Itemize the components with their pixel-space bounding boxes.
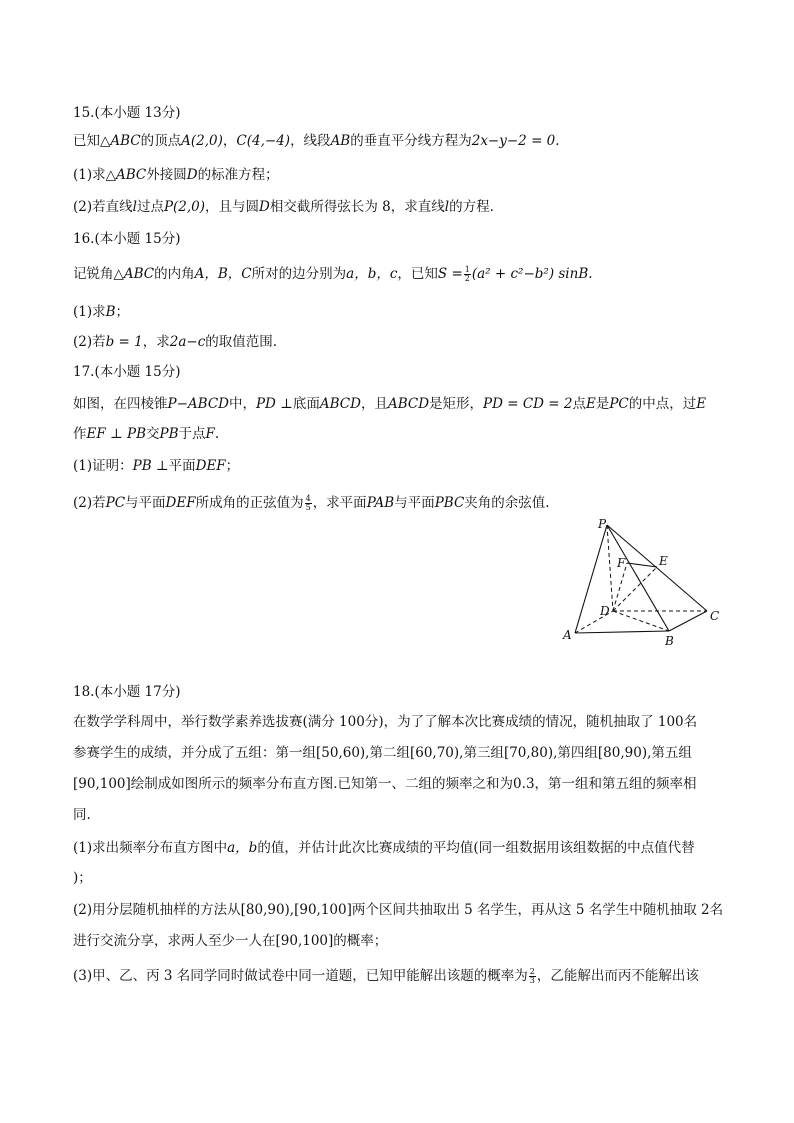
q15-part-2: (2)若直线l过点P(2,0)，且与圆D相交截所得弦长为 8，求直线l的方程.: [73, 199, 494, 215]
edge-ab: [575, 631, 669, 633]
q16-stem: 记锐角△ABC的内角A，B，C所对的边分别为a，b，c，已知S = $\frac{1}{2}$ (a² + c²−b²) sinB.: [73, 265, 593, 283]
q15-part-1: (1)求△ABC外接圆D的标准方程；: [73, 167, 279, 183]
q18-part-3: (3)甲、乙、丙 3 名同学同时做试卷中同一道题，已知甲能解出该题的概率为 $\frac{2}{3}$ ，乙能解出而丙不能解出该: [73, 967, 699, 985]
q18-part-1-line-1: (1)求出频率分布直方图中a，b的值，并估计此次比赛成绩的平均值(同一组数据用该组数据的中点值代替: [73, 840, 695, 856]
q15-header: 15.(本小题 13分): [73, 105, 181, 121]
q17-part-2: (2)若PC与平面DEF所成角的正弦值为 $\frac{4}{5}$ ，求平面PAB与平面PBC夹角的余弦值.: [73, 494, 550, 512]
q16-part-2: (2)若b = 1，求2a−c的取值范围.: [73, 334, 278, 350]
edge-bc: [669, 611, 707, 631]
q18-stem-line-3: [90,100]绘制成如图所示的频率分布直方图.已知第一、二组的频率之和为0.3，第一组和第五组的频率相: [73, 776, 697, 792]
pyramid-figure: [555, 515, 730, 650]
label-a: A: [563, 628, 572, 642]
label-c: C: [710, 609, 720, 623]
q15-stem: 已知△ABC的顶点A(2,0)，C(4,−4)，线段AB的垂直平分线方程为2x−y−2 = 0.: [73, 133, 560, 149]
label-d: D: [600, 604, 610, 618]
label-p: P: [598, 517, 607, 531]
q16-header: 16.(本小题 15分): [73, 231, 181, 247]
q17-part-1: (1)证明：PB ⊥平面DEF；: [73, 458, 240, 474]
q18-part-2-line-2: 进行交流分享，求两人至少一人在[90,100]的概率；: [73, 933, 388, 949]
edge-pb: [607, 525, 669, 631]
edge-db: [613, 611, 669, 631]
q18-stem-line-2: 参赛学生的成绩，并分成了五组：第一组[50,60),第二组[60,70),第三组[70,80),第四组[80,90),第五组: [73, 745, 692, 761]
q18-fraction: $\frac{2}{3}$: [529, 967, 535, 985]
q16-part-1: (1)求B；: [73, 304, 130, 320]
q17-fraction: $\frac{4}{5}$: [305, 494, 311, 512]
label-e: E: [659, 554, 668, 568]
label-f: F: [617, 556, 626, 570]
q18-header: 18.(本小题 17分): [73, 684, 181, 700]
q18-part-2-line-1: (2)用分层随机抽样的方法从[80,90),[90,100]两个区间共抽取出 5 名学生，再从这 5 名学生中随机抽取 2名: [73, 902, 724, 918]
q18-stem-line-4: 同.: [73, 807, 91, 823]
label-b: B: [665, 634, 674, 648]
q17-stem-line-1: 如图，在四棱锥P−ABCD中，PD ⊥底面ABCD，且ABCD是矩形，PD = CD = 2点E是PC的中点，过E: [73, 396, 707, 412]
q17-header: 17.(本小题 15分): [73, 364, 181, 380]
q17-stem-line-2: 作EF ⊥ PB交PB于点F.: [73, 426, 220, 442]
q18-stem-line-1: 在数学学科周中，举行数学素养选拔赛(满分 100分)，为了了解本次比赛成绩的情况，随机抽取了 100名: [73, 714, 698, 730]
q18-part-1-line-2: )；: [73, 870, 92, 886]
edge-pd: [607, 525, 613, 611]
q16-fraction: $\frac{1}{2}$: [464, 265, 470, 283]
